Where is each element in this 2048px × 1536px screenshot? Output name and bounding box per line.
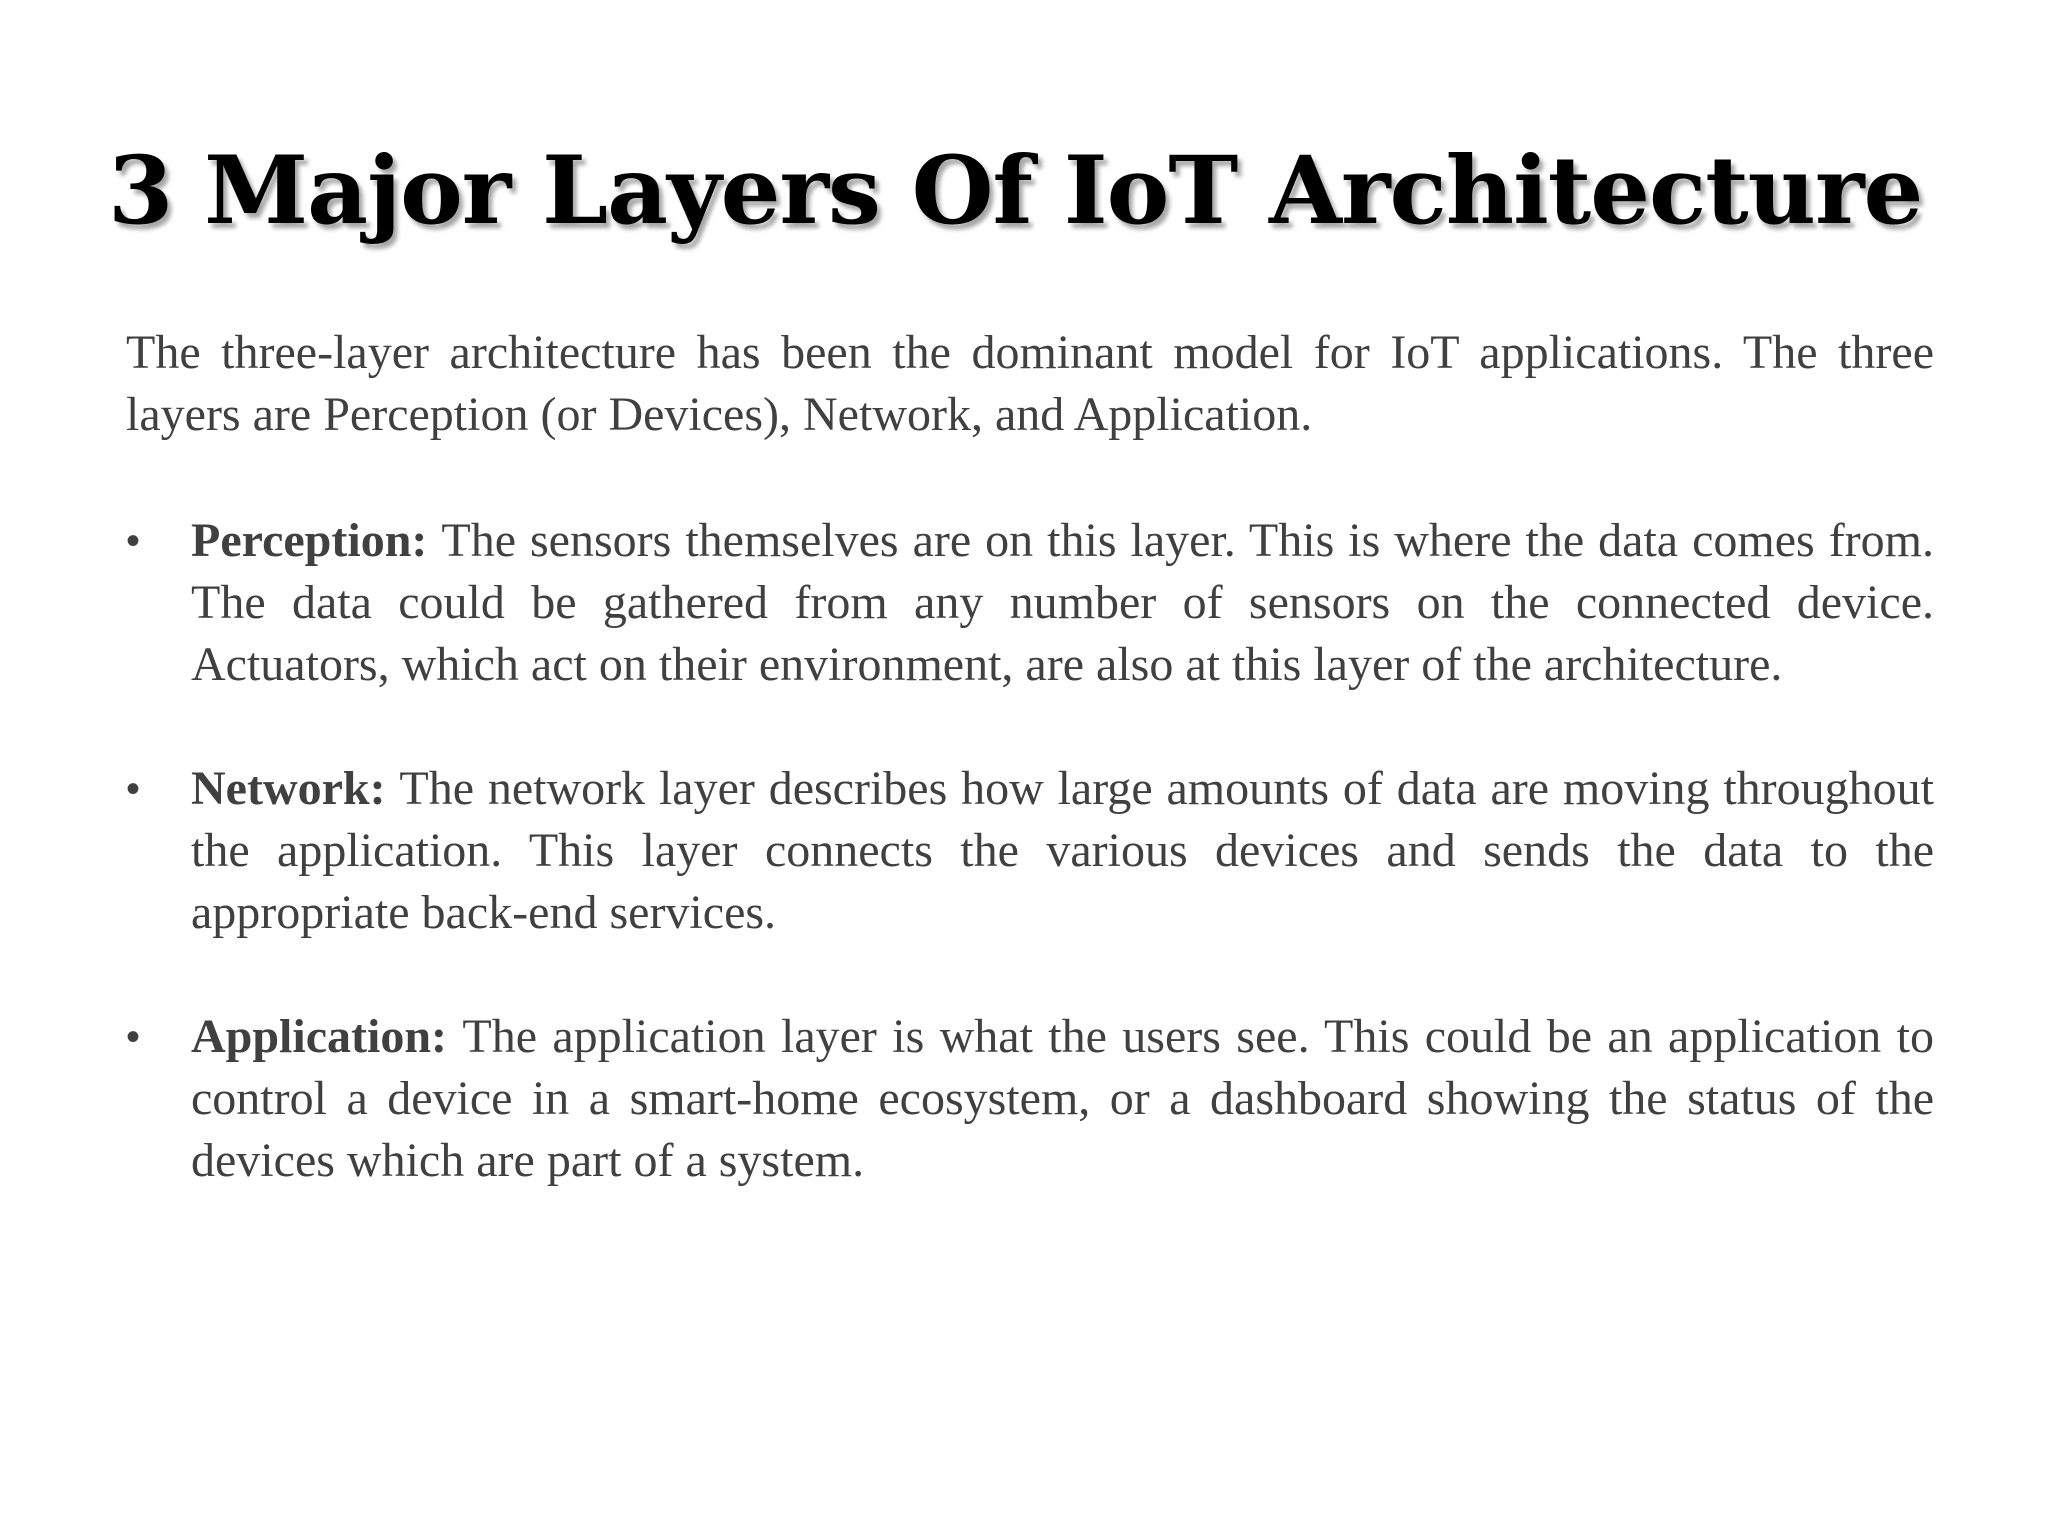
- layer-item-application: [126, 1006, 1934, 1192]
- layer-description: The network layer describes how large amounts of data are moving throughout the application. This layer connects the various devices and sends the data to the appropriate back-end services.: [191, 762, 1935, 939]
- layer-term: Application:: [191, 1010, 463, 1063]
- bullet-icon: •: [126, 767, 141, 811]
- layer-term: Network:: [191, 762, 400, 815]
- layer-list: [126, 510, 1934, 1192]
- layer-item-network: [126, 758, 1934, 944]
- layer-item-perception: [126, 510, 1934, 696]
- layer-description: The sensors themselves are on this layer. This is where the data comes from. The data could be gathered from any number of sensors on the connected device. Actuators, which act on their environment, are also at this layer of the architecture.: [191, 514, 1935, 691]
- bullet-icon: •: [126, 519, 141, 563]
- bullet-icon: •: [126, 1015, 141, 1059]
- slide-title: 3 Major Layers Of IoT Architecture: [108, 136, 1923, 246]
- layer-term: Perception:: [191, 514, 442, 567]
- layer-description: The application layer is what the users see. This could be an application to control a device in a smart-home ecosystem, or a dashboard showing the status of the devices which are part of a system.: [191, 1010, 1934, 1187]
- intro-paragraph: The three-layer architecture has been the dominant model for IoT applications. The three layers are Perception (or Devices), Network, and Application.: [126, 326, 1934, 441]
- slide-body: [126, 322, 1934, 1254]
